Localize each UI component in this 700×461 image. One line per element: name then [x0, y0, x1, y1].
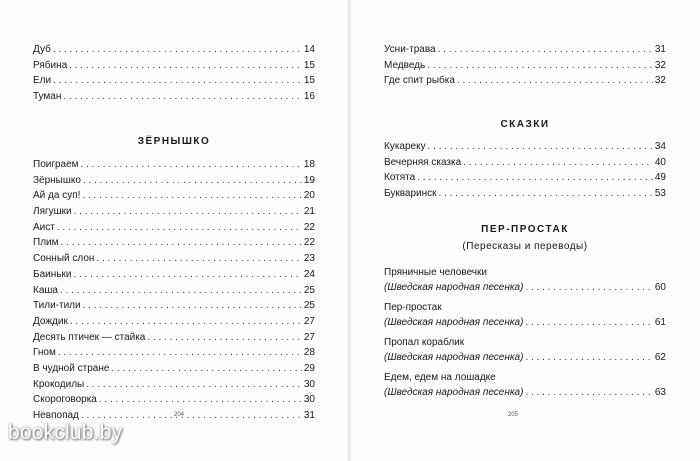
entry-title: Туман — [33, 91, 62, 103]
entry-page: 23 — [303, 253, 315, 265]
entry-title: Ели — [33, 75, 52, 87]
entry-page: 15 — [303, 75, 315, 87]
toc-entry — [384, 370, 666, 400]
toc-entry — [33, 314, 315, 330]
entry-title: Лягушки — [33, 206, 72, 218]
entry-page: 62 — [654, 352, 666, 363]
leader-dots — [439, 186, 653, 202]
entry-page: 60 — [654, 282, 666, 293]
entry-page: 31 — [303, 410, 315, 421]
toc-entry — [384, 58, 666, 74]
entry-page: 29 — [303, 362, 315, 374]
entry-page: 20 — [303, 190, 315, 202]
toc-entry — [33, 392, 315, 408]
toc-entry — [384, 265, 666, 295]
entry-title: Пер-простак — [384, 302, 442, 313]
leader-dots — [428, 139, 653, 155]
toc-entry — [384, 186, 666, 202]
toc-entry — [384, 335, 666, 365]
entry-note: (Шведская народная песенка) — [384, 317, 524, 328]
entry-title: Поиграем — [33, 159, 79, 170]
entry-title: Пряничные человечки — [384, 267, 487, 278]
leader-dots — [111, 361, 301, 377]
entry-page: 27 — [303, 331, 315, 343]
toc-entry — [33, 235, 315, 251]
entry-page: 40 — [654, 156, 666, 168]
leader-dots — [96, 251, 301, 267]
right-section1-list — [384, 139, 666, 202]
toc-entry — [33, 267, 315, 283]
leader-dots — [70, 314, 302, 330]
leader-dots — [427, 58, 653, 74]
entry-page: 49 — [654, 172, 666, 184]
leader-dots — [57, 220, 302, 236]
entry-page: 22 — [303, 237, 315, 249]
section-subheading: (Пересказы и переводы) — [462, 241, 588, 252]
toc-entry — [384, 170, 666, 186]
entry-page: 32 — [654, 75, 666, 87]
entry-title: Аист — [33, 221, 55, 233]
entry-page: 19 — [303, 174, 315, 186]
section-heading: ЗЁРНЫШКО — [137, 136, 211, 147]
right-page — [351, 0, 700, 461]
entry-page: 15 — [303, 59, 315, 71]
toc-entry — [33, 330, 315, 346]
leader-dots — [53, 73, 302, 89]
leader-dots — [58, 345, 302, 361]
entry-note: (Шведская народная песенка) — [384, 387, 524, 398]
toc-entry — [33, 251, 315, 267]
left-top-list — [33, 42, 315, 105]
leader-dots — [417, 170, 653, 186]
entry-page: 21 — [303, 206, 315, 218]
left-section-list — [33, 157, 315, 424]
leader-dots — [525, 350, 652, 365]
leader-dots — [99, 392, 302, 408]
toc-entry — [33, 345, 315, 361]
entry-title: Едем, едем на лошадке — [384, 372, 496, 383]
entry-page: 31 — [654, 44, 666, 55]
toc-entry — [33, 283, 315, 299]
leader-dots — [463, 155, 653, 171]
toc-entry — [33, 377, 315, 393]
leader-dots — [74, 204, 302, 220]
entry-page: 25 — [303, 300, 315, 312]
entry-title: Дождик — [33, 315, 68, 327]
toc-entry — [33, 42, 315, 58]
leader-dots — [82, 188, 301, 204]
entry-title: Скороговорка — [33, 394, 97, 406]
page-number: 204 — [174, 412, 185, 418]
entry-page: 32 — [654, 59, 666, 71]
toc-entry — [33, 361, 315, 377]
entry-note: (Шведская народная песенка) — [384, 352, 524, 363]
entry-title: Дуб — [33, 44, 51, 55]
entry-title: Каша — [33, 284, 58, 296]
entry-title: Котята — [384, 172, 416, 184]
page-number: 205 — [508, 412, 519, 418]
entry-page: 30 — [303, 378, 315, 390]
leader-dots — [69, 58, 302, 74]
entry-title: Где спит рыбка — [384, 75, 455, 87]
toc-entry — [33, 157, 315, 173]
entry-page: 61 — [654, 317, 666, 328]
entry-page: 63 — [654, 387, 666, 398]
toc-entry — [33, 204, 315, 220]
leader-dots — [81, 157, 302, 173]
entry-title: Десять птичек — стайка — [33, 331, 146, 343]
toc-entry — [33, 220, 315, 236]
toc-entry — [33, 89, 315, 105]
entry-title: Букваринск — [384, 188, 437, 200]
entry-title: Кукареку — [384, 141, 426, 152]
entry-note: (Шведская народная песенка) — [384, 282, 524, 293]
toc-entry — [384, 73, 666, 89]
section-heading-per-prostak: ПЕР-ПРОСТАК — [481, 224, 569, 235]
entry-page: 24 — [303, 268, 315, 280]
toc-entry — [384, 300, 666, 330]
entry-title: Ай да суп! — [33, 190, 81, 202]
entry-title: Гном — [33, 347, 56, 359]
toc-entry — [33, 173, 315, 189]
entry-title: Крокодилы — [33, 378, 85, 390]
entry-page: 14 — [303, 44, 315, 55]
leader-dots — [525, 385, 652, 400]
entry-title: В чудной стране — [33, 362, 110, 374]
leader-dots — [438, 42, 653, 58]
section-heading-skazki: СКАЗКИ — [500, 119, 550, 130]
entry-title: Вечерняя сказка — [384, 156, 462, 168]
leader-dots — [147, 330, 302, 346]
leader-dots — [63, 89, 301, 105]
toc-entry — [33, 298, 315, 314]
toc-entry — [33, 58, 315, 74]
leader-dots — [60, 235, 301, 251]
leader-dots — [83, 173, 302, 189]
entry-title: Плим — [33, 237, 59, 249]
entry-page: 28 — [303, 347, 315, 359]
entry-page: 30 — [303, 394, 315, 406]
toc-entry — [384, 139, 666, 155]
left-page — [0, 0, 349, 461]
leader-dots — [525, 280, 652, 295]
toc-entry — [33, 188, 315, 204]
entry-title: Усни-трава — [384, 44, 436, 55]
leader-dots — [86, 377, 302, 393]
entry-title: Пропал кораблик — [384, 337, 465, 348]
right-section2-list — [384, 265, 666, 400]
leader-dots — [60, 283, 302, 299]
entry-title: Зёрнышко — [33, 174, 81, 186]
entry-title: Медведь — [384, 59, 426, 71]
entry-page: 34 — [654, 141, 666, 152]
entry-page: 16 — [303, 91, 315, 103]
watermark: bookclub.by — [8, 421, 123, 444]
toc-entry — [33, 73, 315, 89]
leader-dots — [457, 73, 653, 89]
right-top-list — [384, 42, 666, 89]
entry-page: 18 — [303, 159, 315, 170]
entry-page: 27 — [303, 315, 315, 327]
leader-dots — [53, 42, 302, 58]
toc-entry — [384, 155, 666, 171]
entry-title: Сонный слон — [33, 253, 95, 265]
entry-title: Тили-тили — [33, 300, 81, 312]
entry-title: Невпопад — [33, 410, 79, 421]
leader-dots — [83, 298, 302, 314]
entry-page: 22 — [303, 221, 315, 233]
leader-dots — [525, 315, 652, 330]
entry-title: Баиньки — [33, 268, 72, 280]
entry-page: 53 — [654, 188, 666, 200]
entry-title: Рябина — [33, 59, 68, 71]
toc-entry — [384, 42, 666, 58]
entry-page: 25 — [303, 284, 315, 296]
leader-dots — [73, 267, 301, 283]
